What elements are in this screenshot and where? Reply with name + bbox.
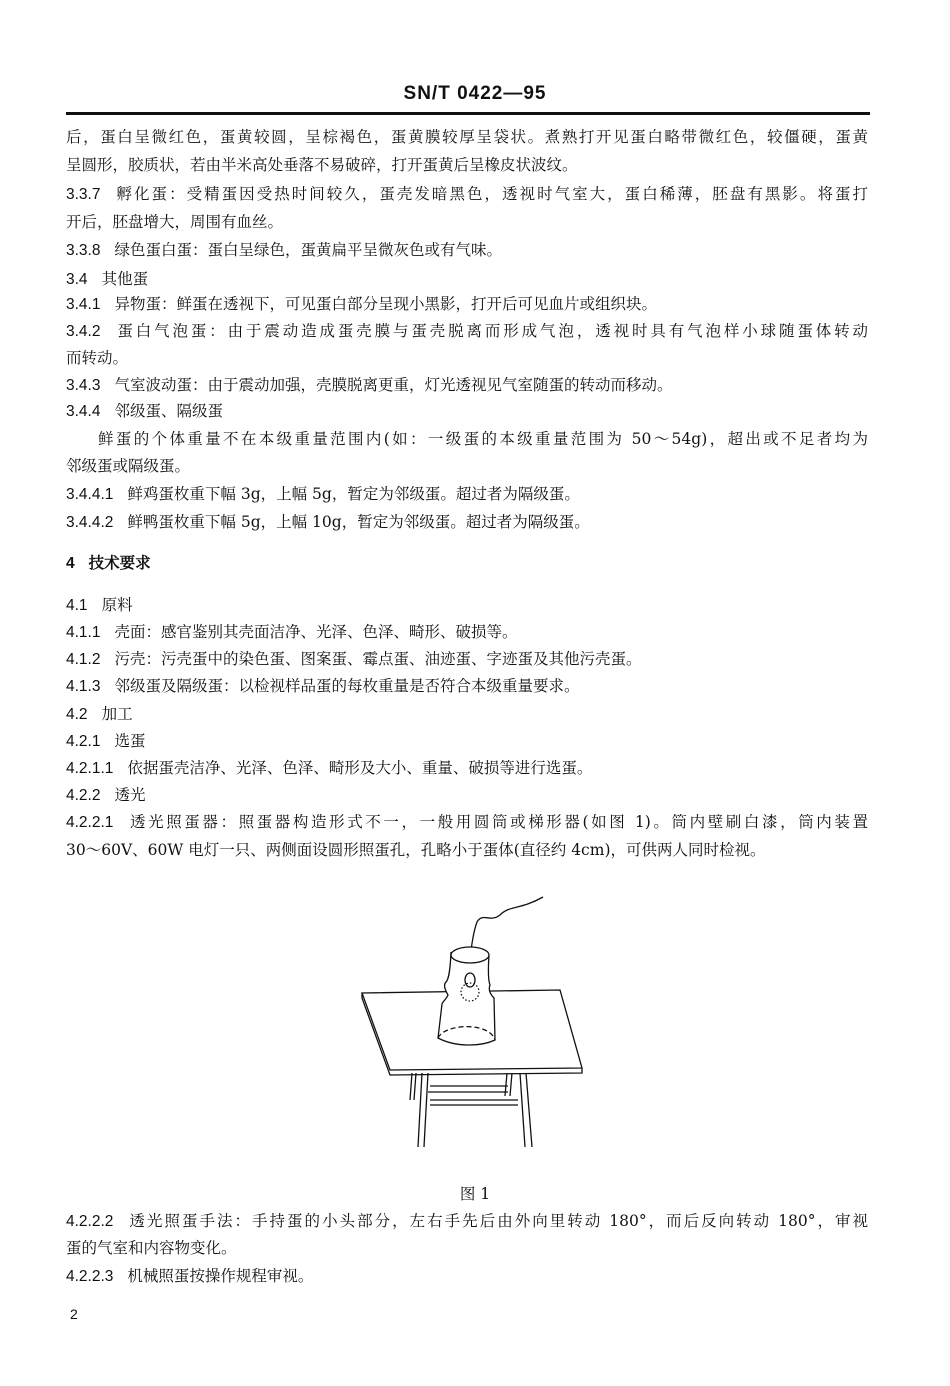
clause-line: [66, 812, 868, 833]
clause-line: [66, 375, 868, 396]
clause-line: [66, 294, 868, 315]
text-line: [66, 212, 868, 232]
clause-text: 蛋的气室和内容物变化。: [66, 1239, 237, 1257]
text-line: [66, 127, 868, 147]
clause-number: 3.4.4.1: [66, 486, 114, 503]
clause-text: 邻级蛋及隔级蛋：以检视样品蛋的每枚重量是否符合本级重量要求。: [114, 677, 580, 695]
clause-number: 4.2.2: [66, 787, 101, 804]
clause-number: 3.4.2: [66, 323, 101, 340]
clause-text: 蛋白气泡蛋：由于震动造成蛋壳膜与蛋壳脱离而形成气泡，透视时具有气泡样小球随蛋体转动: [114, 322, 868, 340]
clause-line: [66, 512, 868, 533]
clause-number: 4.2.1: [66, 733, 101, 750]
clause-number: 4.2.2.1: [66, 814, 114, 831]
clause-text: 开后，胚盘增大，周围有血丝。: [66, 213, 284, 231]
clause-line: [66, 595, 868, 616]
clause-number: 3.4.3: [66, 377, 101, 394]
clause-line: [66, 269, 868, 290]
clause-number: 4.2.1.1: [66, 760, 114, 777]
clause-text: 30～60V、60W 电灯一只、两侧面设圆形照蛋孔，孔略小于蛋体(直径约 4cm)，可供两人同时检视。: [66, 841, 766, 859]
clause-number: 3.4.4.2: [66, 514, 114, 531]
clause-text: 机械照蛋按操作规程审视。: [127, 1267, 314, 1285]
text-line: [66, 456, 868, 476]
clause-line: [66, 1211, 868, 1232]
clause-line: [66, 484, 868, 505]
clause-line: [66, 553, 868, 574]
text-line: [66, 840, 868, 860]
clause-text: 依据蛋壳洁净、光泽、色泽、畸形及大小、重量、破损等进行选蛋。: [127, 759, 593, 777]
clause-line: [66, 704, 868, 725]
clause-line: [66, 401, 868, 422]
clause-line: [66, 676, 868, 697]
clause-number: 4.2.2.2: [66, 1213, 114, 1230]
clause-text: 透光照蛋手法：手持蛋的小头部分，左右手先后由外向里转动 180°，而后反向转动 180°，审视: [127, 1212, 868, 1230]
clause-text: 鲜蛋的个体重量不在本级重量范围内(如：一级蛋的本级重量范围为 50～54g)，超出或不足者均为: [98, 430, 868, 448]
clause-line: [66, 649, 868, 670]
standard-code-header: SN/T 0422—95: [403, 83, 547, 104]
clause-line: [66, 184, 868, 205]
clause-text: 异物蛋：鲜蛋在透视下，可见蛋白部分呈现小黑影，打开后可见血片或组织块。: [114, 295, 657, 313]
clause-text: 气室波动蛋：由于震动加强，壳膜脱离更重，灯光透视见气室随蛋的转动而移动。: [114, 376, 673, 394]
clause-text: 孵化蛋：受精蛋因受热时间较久，蛋壳发暗黑色，透视时气室大，蛋白稀薄，胚盘有黑影。将蛋打: [114, 185, 868, 203]
text-line: [66, 155, 868, 175]
clause-number: 4.1.2: [66, 651, 101, 668]
bulb-icon: [465, 973, 475, 987]
clause-text: 污壳：污壳蛋中的染色蛋、图案蛋、霉点蛋、油迹蛋、字迹蛋及其他污壳蛋。: [114, 650, 642, 668]
clause-text: 邻级蛋、隔级蛋: [114, 402, 223, 420]
text-line: [66, 429, 868, 449]
clause-line: [66, 622, 868, 643]
figure-egg-candler-on-table: [350, 890, 600, 1180]
page-number: 2: [70, 1306, 78, 1322]
clause-number: 3.4.1: [66, 296, 101, 313]
clause-number: 4.1.3: [66, 678, 101, 695]
clause-text: 加工: [101, 705, 133, 723]
figure-caption: 图 1: [459, 1185, 491, 1203]
clause-number: 4.2.2.3: [66, 1268, 114, 1285]
clause-text: 其他蛋: [101, 270, 149, 288]
text-line: [66, 348, 868, 368]
header-rule: [66, 112, 870, 115]
clause-line: [66, 731, 868, 752]
clause-number: 3.3.8: [66, 242, 101, 259]
clause-text: 呈圆形，胶质状，若由半米高处垂落不易破碎，打开蛋黄后呈橡皮状波纹。: [66, 156, 578, 174]
clause-text: 鲜鸭蛋枚重下幅 5g，上幅 10g，暂定为邻级蛋。超过者为隔级蛋。: [127, 513, 590, 531]
clause-text: 透光照蛋器：照蛋器构造形式不一，一般用圆筒或梯形器(如图 1)。筒内壁刷白漆，筒内装置: [127, 813, 868, 831]
clause-number: 4.1: [66, 597, 88, 614]
clause-text: 选蛋: [114, 732, 146, 750]
clause-text: 而转动。: [66, 349, 129, 367]
clause-line: [66, 1266, 868, 1287]
clause-line: [66, 240, 868, 261]
table-legs: [410, 1073, 532, 1147]
clause-text: 绿色蛋白蛋：蛋白呈绿色，蛋黄扁平呈微灰色或有气味。: [114, 241, 502, 259]
clause-text: 后，蛋白呈微红色，蛋黄较圆，呈棕褐色，蛋黄膜较厚呈袋状。煮熟打开见蛋白略带微红色，较僵硬，蛋黄: [66, 128, 868, 146]
clause-line: [66, 785, 868, 806]
clause-text: 技术要求: [88, 553, 151, 572]
clause-text: 原料: [101, 596, 133, 614]
text-line: [66, 1238, 868, 1258]
candler-top-opening: [451, 947, 489, 963]
clause-line: [66, 758, 868, 779]
clause-text: 壳面：感官鉴别其壳面洁净、光泽、色泽、畸形、破损等。: [114, 623, 518, 641]
clause-text: 邻级蛋或隔级蛋。: [66, 457, 191, 475]
clause-text: 透光: [114, 786, 146, 804]
clause-number: 4.1.1: [66, 624, 101, 641]
clause-number: 3.4: [66, 271, 88, 288]
clause-text: 鲜鸡蛋枚重下幅 3g，上幅 5g，暂定为邻级蛋。超过者为隔级蛋。: [127, 485, 580, 503]
clause-number: 4.2: [66, 706, 88, 723]
clause-number: 3.4.4: [66, 403, 101, 420]
clause-number: 4: [66, 555, 75, 572]
clause-line: [66, 321, 868, 342]
clause-number: 3.3.7: [66, 186, 101, 203]
